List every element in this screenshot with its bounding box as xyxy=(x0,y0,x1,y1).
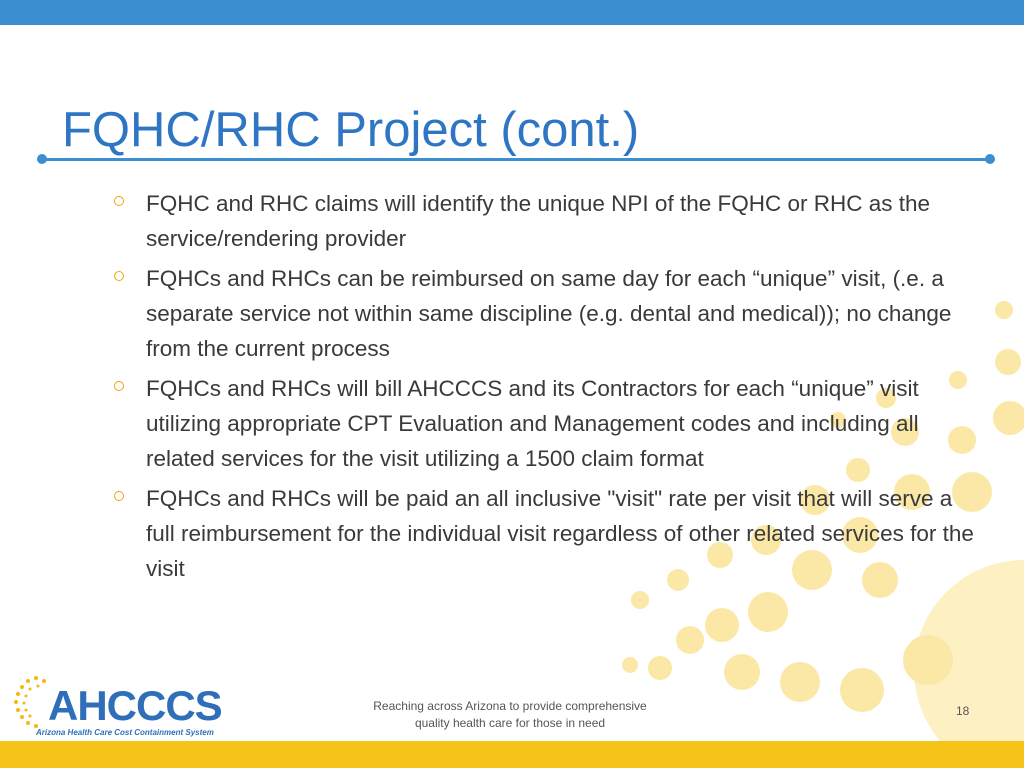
footer-line-1: Reaching across Arizona to provide comprehensive xyxy=(373,699,647,713)
bullet-text: FQHCs and RHCs will bill AHCCCS and its Contractors for each “unique” visit utilizing appropriate CPT Evaluation and Management codes and including all related services for the visit utilizing a 1500 claim format xyxy=(146,376,919,471)
title-underline-right-dot xyxy=(985,154,995,164)
page-number: 18 xyxy=(956,704,970,718)
footer-tagline xyxy=(330,698,690,732)
title-underline-left-dot xyxy=(37,154,47,164)
bullet-list xyxy=(110,186,980,591)
ahcccs-logo xyxy=(8,672,248,742)
bullet-text: FQHCs and RHCs will be paid an all inclusive "visit" rate per visit that will serve a full reimbursement for the individual visit regardless of other related services for the visit xyxy=(146,486,974,581)
bullet-text: FQHC and RHC claims will identify the unique NPI of the FQHC or RHC as the service/rendering provider xyxy=(146,191,931,251)
slide-title: FQHC/RHC Project (cont.) xyxy=(62,103,640,157)
bullet-circle-icon xyxy=(114,271,124,281)
bullet-item xyxy=(110,261,980,366)
bullet-item xyxy=(110,186,980,256)
bottom-accent-bar xyxy=(0,741,1024,768)
logo-subtitle: Arizona Health Care Cost Containment System xyxy=(36,728,214,737)
bullet-circle-icon xyxy=(114,196,124,206)
footer-line-2: quality health care for those in need xyxy=(414,716,606,730)
bullet-circle-icon xyxy=(114,491,124,501)
bullet-item xyxy=(110,371,980,476)
bullet-item xyxy=(110,481,980,586)
title-underline xyxy=(42,158,990,161)
bullet-circle-icon xyxy=(114,381,124,391)
bullet-text: FQHCs and RHCs can be reimbursed on same day for each “unique” visit, (.e. a separate service not within same discipline (e.g. dental and medical)); no change from the current process xyxy=(146,266,952,361)
logo-wordmark: AHCCCS xyxy=(48,682,222,729)
